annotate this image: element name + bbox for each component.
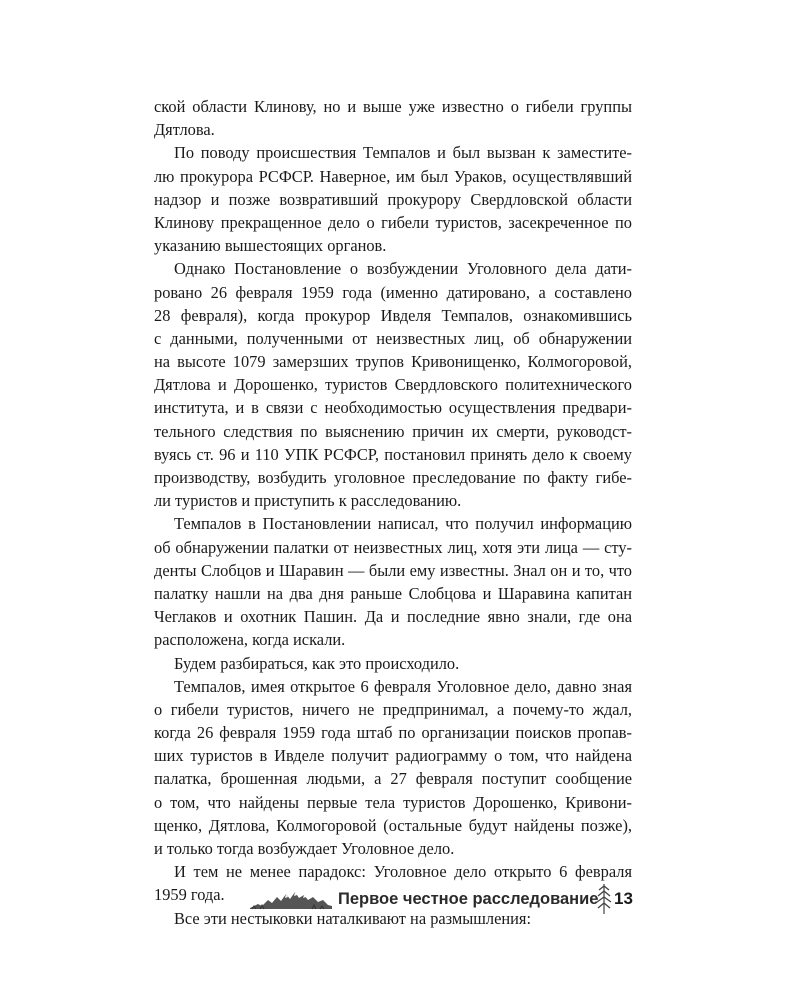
text-line: 1959 года.: [154, 885, 225, 905]
text-line: о гибели туристов, ничего не предпринимал, а почему-то ждал,: [154, 699, 632, 719]
text-line: расположена, когда искали.: [154, 630, 346, 650]
text-line: надзор и позже возвративший прокурору Свердловской области: [154, 189, 632, 209]
text-line: указанию вышестоящих органов.: [154, 236, 387, 256]
text-line: щенко, Дятлова, Колмогоровой (остальные будут найдены позже),: [154, 815, 632, 835]
text-line: И тем не менее парадокс: Уголовное дело открыто 6 февраля: [174, 862, 632, 882]
text-line: ли туристов и приступить к расследованию.: [154, 491, 462, 511]
page-body: [154, 95, 632, 930]
text-line: о том, что найдены первые тела туристов Дорошенко, Кривони-: [154, 792, 632, 812]
mountain-range-icon: [250, 888, 332, 910]
running-footer: [250, 882, 633, 916]
text-line: Клинову прекращенное дело о гибели туристов, засекреченное по: [154, 212, 632, 232]
text-line: Будем разбираться, как это происходило.: [174, 653, 460, 673]
text-line: Дятлова.: [154, 120, 215, 140]
text-line: Темпалов в Постановлении написал, что получил информацию: [174, 514, 632, 534]
text-line: на высоте 1079 замерзших трупов Кривонищенко, Колмогоровой,: [154, 352, 632, 372]
text-line: ших туристов в Ивделе получит радиограмму о том, что найдена: [154, 746, 632, 766]
text-line: 28 февраля), когда прокурор Ивделя Темпалов, ознакомившись: [154, 305, 632, 325]
text-line: когда 26 февраля 1959 года штаб по организации поисков пропав-: [154, 723, 632, 743]
text-line: производству, возбудить уголовное преследование по факту гибе-: [154, 468, 632, 487]
text-line: об обнаружении палатки от неизвестных лиц, хотя эти лица — сту-: [154, 537, 632, 557]
text-line: и только тогда возбуждает Уголовное дело.: [154, 839, 455, 858]
fir-tree-icon: [595, 882, 613, 916]
text-line: лю прокурора РСФСР. Наверное, им был Ураков, осуществлявший: [154, 166, 632, 186]
text-line: ровано 26 февраля 1959 года (именно датировано, а составлено: [154, 282, 632, 302]
text-line: тельного следствия по выяснению причин их смерти, руководст-: [154, 421, 632, 441]
text-line: ской области Клинову, но и выше уже известно о гибели группы: [154, 97, 632, 116]
text-line: вуясь ст. 96 и 110 УПК РСФСР, постановил принять дело к своему: [154, 444, 632, 464]
text-line: По поводу происшествия Темпалов и был вызван к заместите-: [174, 143, 632, 163]
text-line: Чеглаков и охотник Пашин. Да и последние явно знали, где она: [154, 607, 632, 627]
text-line: Дятлова и Дорошенко, туристов Свердловского политехнического: [154, 375, 632, 395]
text-line: Однако Постановление о возбуждении Уголовного дела дати-: [174, 259, 632, 279]
text-line: Все эти нестыковки наталкивают на размышления:: [174, 908, 532, 928]
text-line: палатку нашли на два дня раньше Слобцова и Шаравина капитан: [154, 583, 632, 603]
text-line: института, и в связи с необходимостью осуществления предвари-: [154, 398, 632, 418]
page-number: 13: [614, 889, 633, 908]
section-title: Первое честное расследование: [338, 890, 599, 908]
text-line: палатка, брошенная людьми, а 27 февраля поступит сообщение: [154, 769, 632, 789]
text-line: денты Слобцов и Шаравин — были ему известны. Знал он и то, что: [154, 560, 632, 580]
text-line: с данными, полученными от неизвестных лиц, об обнаружении: [154, 328, 632, 348]
text-line: Темпалов, имея открытое 6 февраля Уголовное дело, давно зная: [174, 676, 632, 696]
